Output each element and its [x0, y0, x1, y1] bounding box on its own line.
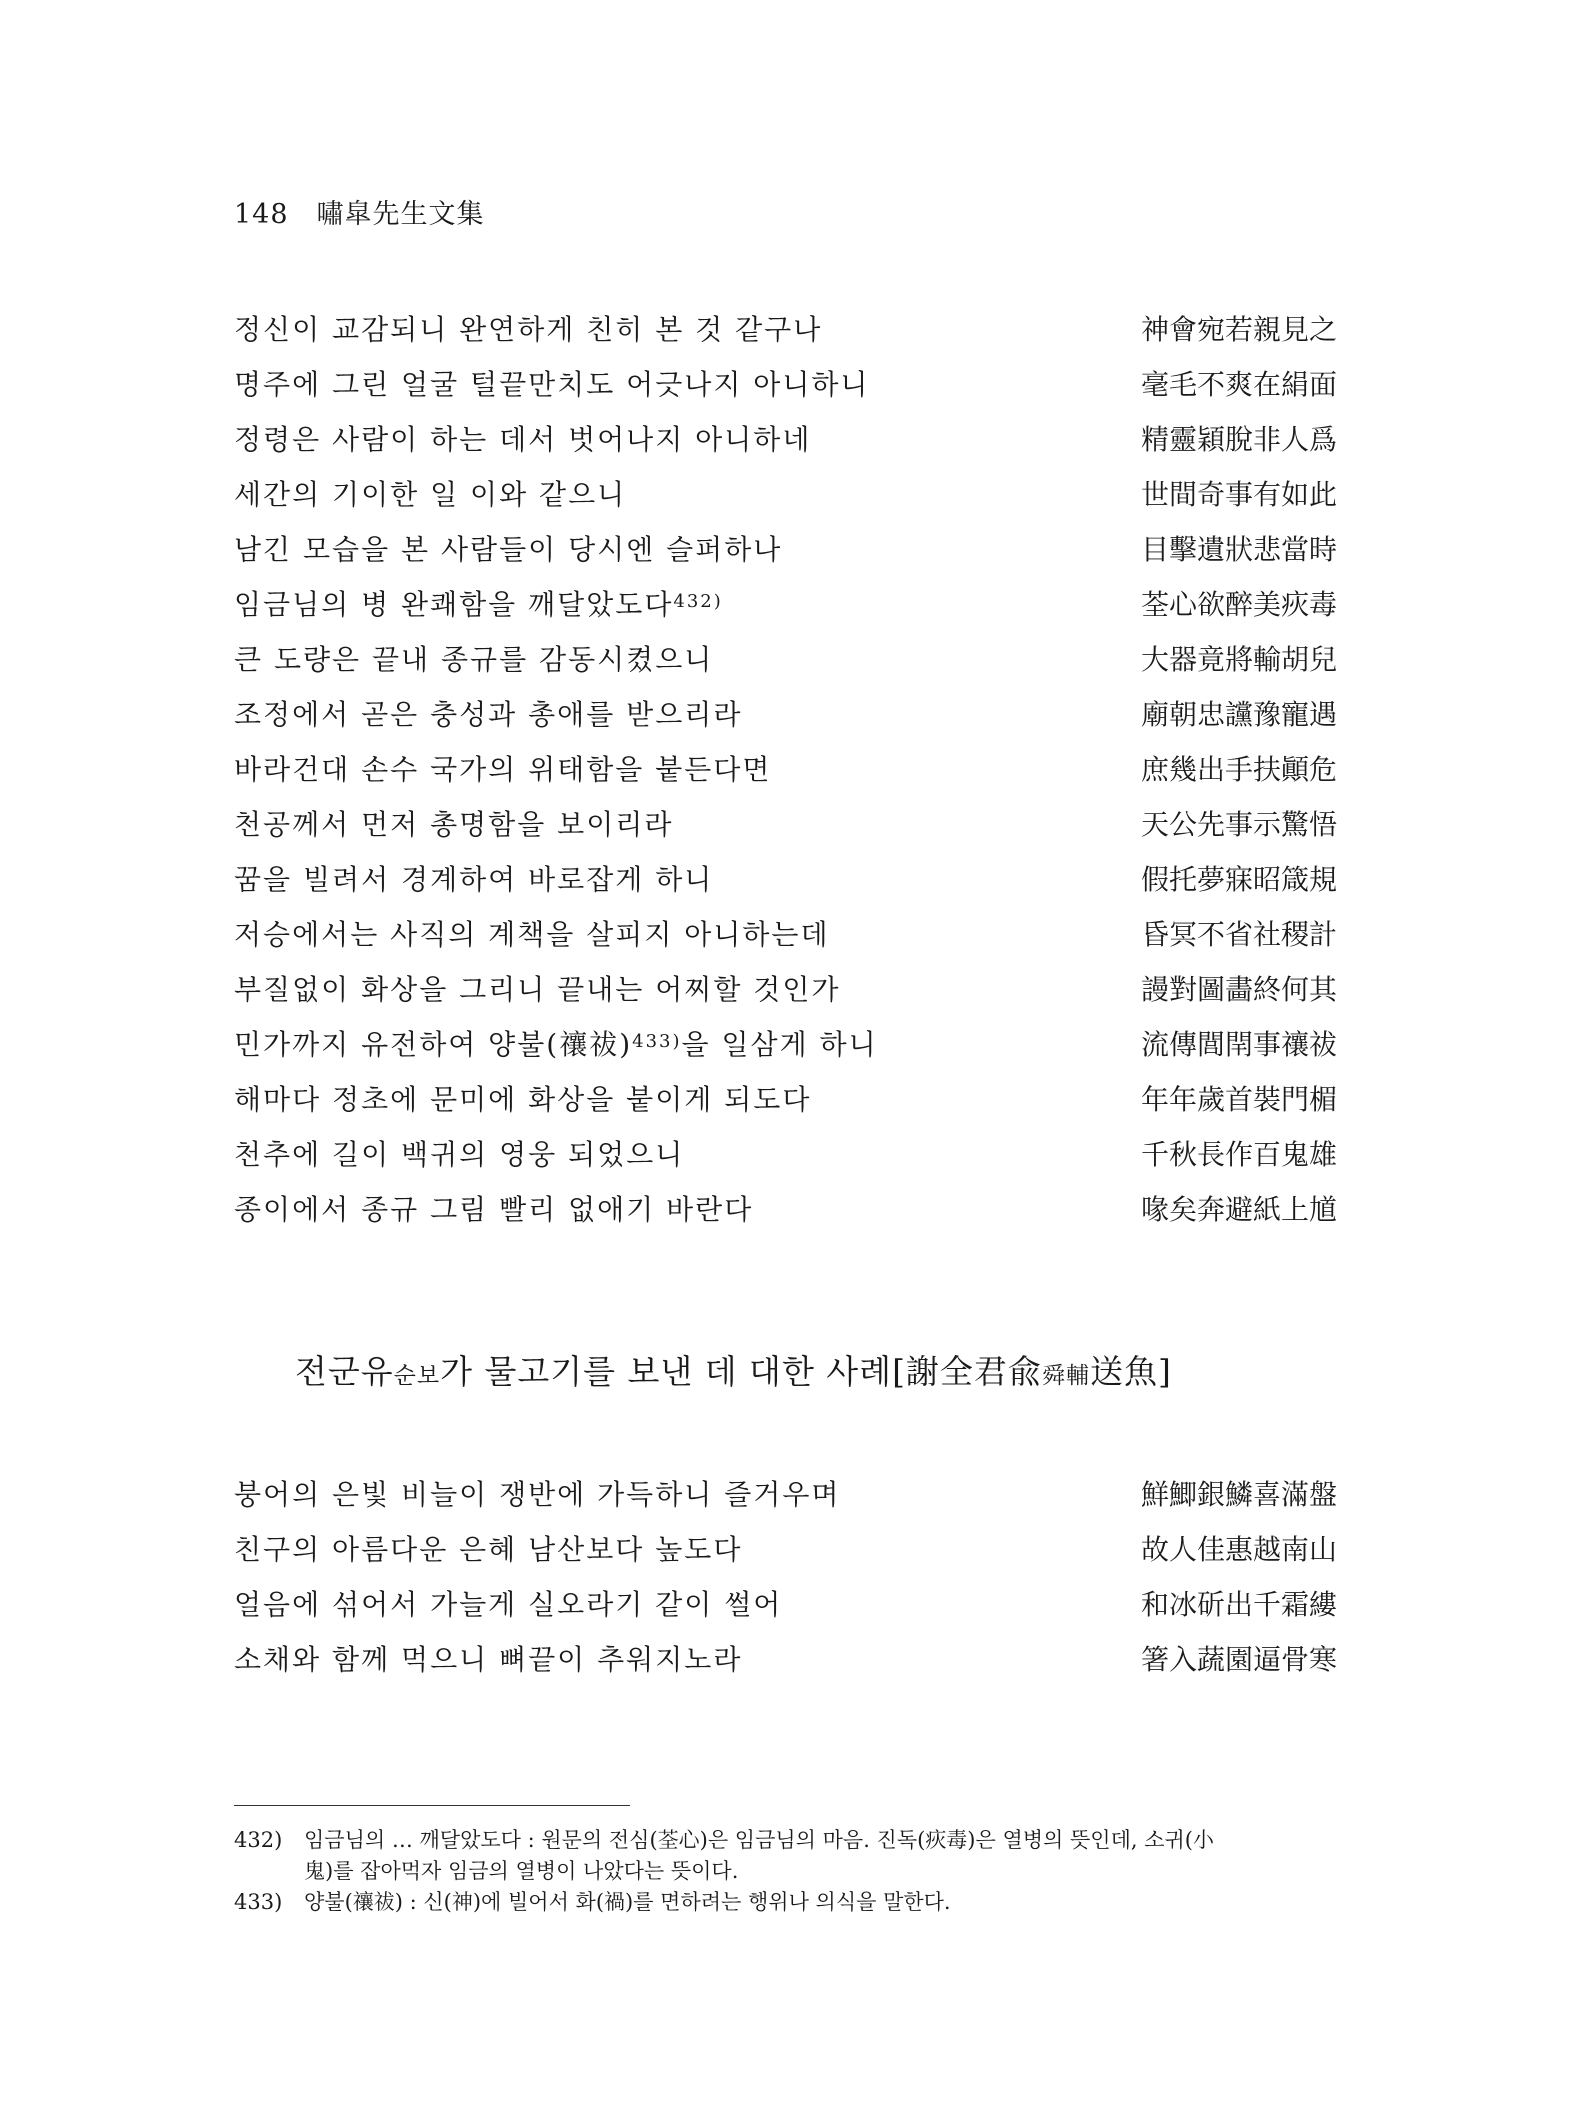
book-title: 嘯皐先生文集 — [316, 199, 485, 230]
poem-line — [234, 1467, 1337, 1522]
hanja-verse: 假托夢寐昭箴規 — [1140, 863, 1337, 896]
hanja-verse: 昏冥不省社稷計 — [1140, 918, 1337, 951]
hanja-verse: 箸入蔬園逼骨寒 — [1140, 1643, 1337, 1676]
korean-verse: 종이에서 종규 그림 빨리 없애기 바란다 — [234, 1193, 754, 1226]
korean-verse: 해마다 정초에 문미에 화상을 붙이게 되도다 — [234, 1083, 812, 1116]
hanja-verse: 年年歲首裝門楣 — [1140, 1083, 1337, 1116]
korean-verse — [234, 1017, 878, 1072]
section-title — [295, 1346, 1172, 1393]
footnote-text: 임금님의 … 깨달았도다 : 원문의 전심(荃心)은 임금님의 마음. 진독(疢毒)은 열병의 뜻인데, 소귀(小 — [304, 1828, 1214, 1852]
korean-verse-text: 민가까지 유전하여 양불(禳祓) — [234, 1028, 633, 1061]
korean-verse: 큰 도량은 끝내 종규를 감동시켰으니 — [234, 643, 714, 676]
footnote-divider — [234, 1805, 630, 1806]
poem-line — [234, 797, 1337, 852]
poem-fish-thanks — [234, 1467, 1337, 1687]
korean-verse: 조정에서 곧은 충성과 총애를 받으리라 — [234, 698, 743, 731]
korean-verse: 친구의 아름다운 은혜 남산보다 높도다 — [234, 1533, 743, 1566]
poem-line — [234, 1182, 1337, 1237]
korean-verse: 저승에서는 사직의 계책을 살피지 아니하는데 — [234, 918, 830, 951]
footnote-433 — [234, 1887, 1344, 1918]
footnote-number: 432) — [234, 1828, 283, 1852]
poem-line — [234, 742, 1337, 797]
poem-line — [234, 412, 1337, 467]
footnote-text-continuation: 鬼)를 잡아먹자 임금의 열병이 나았다는 뜻이다. — [304, 1859, 739, 1883]
hanja-verse: 喙矣奔避紙上馗 — [1140, 1193, 1337, 1226]
korean-verse: 부질없이 화상을 그리니 끝내는 어찌할 것인가 — [234, 973, 841, 1006]
hanja-verse: 鮮鯽銀鱗喜滿盤 — [1140, 1478, 1337, 1511]
korean-verse: 정신이 교감되니 완연하게 친히 본 것 같구나 — [234, 313, 823, 346]
korean-verse: 붕어의 은빛 비늘이 쟁반에 가득하니 즐거우며 — [234, 1478, 841, 1511]
poem-line — [234, 907, 1337, 962]
korean-verse: 천추에 길이 백귀의 영웅 되었으니 — [234, 1138, 685, 1171]
poem-line — [234, 1017, 1337, 1072]
hanja-verse: 世間奇事有如此 — [1140, 478, 1337, 511]
poem-line — [234, 1127, 1337, 1182]
hanja-verse: 天公先事示驚悟 — [1140, 808, 1337, 841]
hanja-verse: 大器竟將輸胡兒 — [1140, 643, 1337, 676]
korean-verse: 명주에 그린 얼굴 털끝만치도 어긋나지 아니하니 — [234, 368, 870, 401]
footnotes — [234, 1825, 1344, 1918]
hanja-verse: 和冰斫出千霜縷 — [1140, 1588, 1337, 1621]
poem-line — [234, 467, 1337, 522]
poem-line — [234, 852, 1337, 907]
section-title-small-hanja: 舜輔 — [1041, 1363, 1090, 1389]
poem-zhong-kui — [234, 302, 1337, 1237]
korean-verse — [234, 577, 723, 632]
korean-verse: 바라건대 손수 국가의 위태함을 붙든다면 — [234, 753, 772, 786]
poem-line — [234, 1522, 1337, 1577]
page-header — [234, 192, 485, 231]
hanja-verse: 謾對圖畵終何其 — [1140, 973, 1337, 1006]
poem-line — [234, 962, 1337, 1017]
korean-verse: 세간의 기이한 일 이와 같으니 — [234, 478, 627, 511]
hanja-verse: 精靈穎脫非人爲 — [1140, 423, 1337, 456]
poem-line — [234, 1632, 1337, 1687]
footnote-number: 433) — [234, 1890, 283, 1914]
korean-verse: 소채와 함께 먹으니 뼈끝이 추워지노라 — [234, 1643, 743, 1676]
korean-verse-text-after: 을 일삼게 하니 — [681, 1028, 878, 1061]
korean-verse: 남긴 모습을 본 사람들이 당시엔 슬퍼하나 — [234, 533, 783, 566]
korean-verse: 정령은 사람이 하는 데서 벗어나지 아니하네 — [234, 423, 812, 456]
hanja-verse: 毫毛不爽在絹面 — [1140, 368, 1337, 401]
footnote-ref-433[interactable]: 433) — [632, 1031, 682, 1052]
footnote-ref-432[interactable]: 432) — [673, 591, 723, 612]
hanja-verse: 千秋長作百鬼雄 — [1140, 1138, 1337, 1171]
korean-verse: 꿈을 빌려서 경계하여 바로잡게 하니 — [234, 863, 714, 896]
page-number: 148 — [234, 199, 289, 230]
poem-line — [234, 577, 1337, 632]
section-title-part: 가 물고기를 보낸 데 대한 사례[謝全君兪 — [440, 1352, 1042, 1391]
korean-verse-text: 임금님의 병 완쾌함을 깨달았도다 — [234, 588, 674, 621]
hanja-verse: 廟朝忠讜豫寵遇 — [1140, 698, 1337, 731]
section-title-part: 전군유 — [295, 1352, 394, 1391]
hanja-verse: 流傳閭閈事禳祓 — [1140, 1028, 1337, 1061]
hanja-verse: 目擊遺狀悲當時 — [1140, 533, 1337, 566]
hanja-verse: 故人佳惠越南山 — [1140, 1533, 1337, 1566]
poem-line — [234, 687, 1337, 742]
poem-line — [234, 1577, 1337, 1632]
footnote-432 — [234, 1825, 1344, 1887]
poem-line — [234, 632, 1337, 687]
section-title-part: 送魚] — [1089, 1352, 1172, 1391]
korean-verse: 천공께서 먼저 총명함을 보이리라 — [234, 808, 674, 841]
poem-line — [234, 1072, 1337, 1127]
poem-line — [234, 522, 1337, 577]
hanja-verse: 庶幾出手扶顚危 — [1140, 753, 1337, 786]
hanja-verse: 荃心欲醉美疢毒 — [1140, 588, 1337, 621]
section-title-small-ko: 순보 — [393, 1363, 441, 1389]
footnote-text: 양불(禳祓) : 신(神)에 빌어서 화(禍)를 면하려는 행위나 의식을 말한다. — [304, 1890, 951, 1914]
poem-line — [234, 357, 1337, 412]
hanja-verse: 神會宛若親見之 — [1140, 313, 1337, 346]
poem-line — [234, 302, 1337, 357]
korean-verse: 얼음에 섞어서 가늘게 실오라기 같이 썰어 — [234, 1588, 783, 1621]
